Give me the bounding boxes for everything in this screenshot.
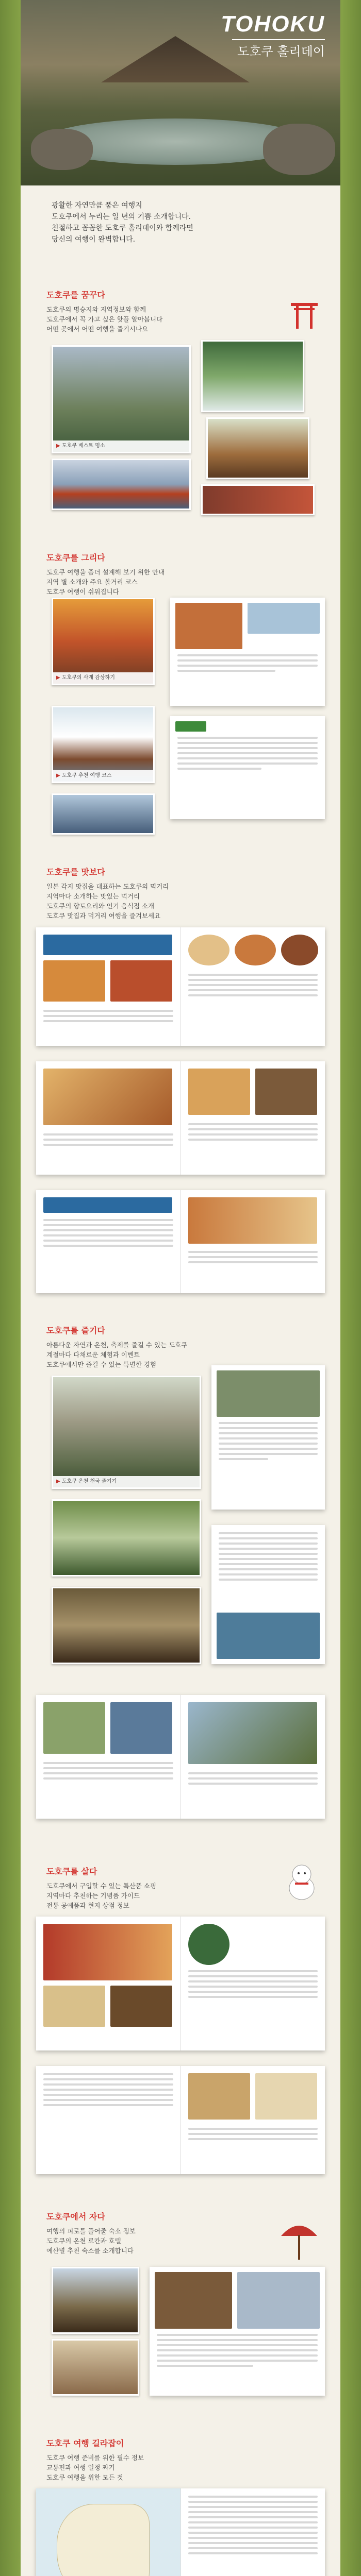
spread-stay <box>150 2267 325 2396</box>
spread-thumb <box>235 935 276 965</box>
photo-forest <box>52 1499 201 1577</box>
photo-lanterns <box>201 484 315 515</box>
spread-page-left <box>36 927 180 1046</box>
spread-thumb <box>110 960 172 1002</box>
section-line: 도호쿠에서 꼭 가고 싶은 핫플 알아봅니다 <box>46 315 163 323</box>
spread-page-right <box>180 2066 325 2174</box>
section-enjoy <box>46 1324 315 1369</box>
spread-thumb <box>188 1702 317 1764</box>
spread-course <box>170 716 325 819</box>
hero-title <box>221 11 325 59</box>
section-line: 도호쿠에서 구입할 수 있는 특산품 쇼핑 <box>46 1882 157 1890</box>
spread-thumb <box>188 2073 250 2120</box>
section-line: 도호쿠 여행 준비를 위한 필수 정보 <box>46 2454 144 2462</box>
section-line: 지역 별 소개와 주요 볼거리 코스 <box>46 578 138 586</box>
spread-text-lines <box>43 2073 173 2109</box>
spread-text-lines <box>188 1251 318 1266</box>
intro-line: 광활한 자연만큼 품은 여행지 <box>52 201 142 210</box>
photo-caption: ▶ 도호쿠 베스트 명소 <box>53 440 189 452</box>
spread-text-lines <box>188 1123 318 1144</box>
photo-caption: ▶ 도호쿠 온천 천국 즐기기 <box>53 1476 200 1487</box>
spread-text-lines <box>188 974 318 999</box>
spread-text-lines <box>43 1762 173 1783</box>
spread-thumb <box>217 1613 320 1659</box>
spread-thumb <box>255 2073 317 2120</box>
section-line: 여행의 피로를 풀어줄 숙소 정보 <box>46 2227 136 2235</box>
hero-rock <box>31 129 93 170</box>
spread-page-left <box>36 2488 180 2576</box>
spread-banner <box>43 1197 172 1213</box>
section-line: 일본 각지 맛집을 대표하는 도호쿠의 먹거리 <box>46 883 169 890</box>
section-line: 전통 공예품과 현지 상점 정보 <box>46 1902 129 1909</box>
spread-thumb <box>155 2272 232 2329</box>
spread-page-right <box>180 927 325 1046</box>
spread-thumb <box>110 1702 172 1754</box>
hero-title-ko: 도호쿠 홀리데이 <box>237 44 325 59</box>
section-title: 도호쿠를 맛보다 <box>46 867 105 877</box>
spread-thumb <box>188 1069 250 1115</box>
spread-page-left <box>36 1190 180 1293</box>
intro-line: 도호쿠에서 누리는 일 년의 기쁨 소개합니다. <box>52 213 191 221</box>
maneki-neko-icon <box>284 1860 320 1901</box>
section-taste <box>46 866 315 921</box>
spread-thumb <box>217 1370 320 1417</box>
photo-lake <box>52 793 155 835</box>
section-shop <box>46 1865 315 1910</box>
intro-text <box>21 191 340 255</box>
spread-thumb <box>43 1986 105 2027</box>
spread-onsen <box>211 1365 325 1510</box>
spread-text-lines <box>43 1010 173 1025</box>
photo-temple <box>52 345 191 453</box>
caption-text: 도호쿠 추천 여행 코스 <box>61 773 112 778</box>
spread-food-1 <box>36 927 325 1046</box>
spread-thumb <box>110 1986 172 2027</box>
hero-title-divider <box>232 39 325 40</box>
spread-text-lines <box>43 1219 173 1250</box>
photo-caption: ▶ 도호쿠 추천 여행 코스 <box>53 770 153 782</box>
section-dream <box>46 289 315 334</box>
spread-thumb <box>188 935 229 965</box>
section-line: 도호쿠 여행을 위한 모든 것 <box>46 2473 123 2481</box>
spread-thumb <box>248 603 320 634</box>
spread-thumb <box>175 721 206 732</box>
spread-page-right <box>180 1695 325 1819</box>
section-stay <box>46 2210 315 2256</box>
spread-thumb <box>188 1924 229 1965</box>
spread-thumb <box>43 960 105 1002</box>
section-line: 지역마다 소개하는 맛있는 먹거리 <box>46 892 140 900</box>
section-draw <box>46 551 315 597</box>
spread-page-right <box>180 1061 325 1175</box>
spread-text-lines <box>177 737 318 773</box>
spread-page-left <box>36 2066 180 2174</box>
map-land <box>57 2504 150 2576</box>
section-line: 교통편과 여행 일정 짜기 <box>46 2464 115 2471</box>
photo-autumn <box>52 598 155 685</box>
spread-thumb <box>43 1924 172 1980</box>
spread-shopping <box>36 1917 325 2050</box>
section-title: 도호쿠를 즐기다 <box>46 1326 105 1335</box>
photo-caption: ▶ 도호쿠의 사계 감상하기 <box>53 672 153 684</box>
spread-page-left <box>36 1695 180 1819</box>
spread-text-lines <box>219 1422 318 1463</box>
spread-enjoy-2 <box>36 1695 325 1819</box>
photo-bridge <box>52 459 191 510</box>
spread-activities <box>211 1525 325 1664</box>
section-title: 도호쿠 여행 길라잡이 <box>46 2438 124 2448</box>
section-line: 아름다운 자연과 온천, 축제를 즐길 수 있는 도호쿠 <box>46 1341 188 1349</box>
caption-text: 도호쿠 온천 천국 즐기기 <box>61 1479 117 1484</box>
spread-thumb <box>175 603 242 649</box>
hero-title-en: TOHOKU <box>221 11 325 37</box>
spread-thumb <box>43 1069 172 1125</box>
section-title: 도호쿠에서 자다 <box>46 2212 105 2222</box>
photo-waterfall <box>201 340 304 412</box>
spread-food-2 <box>36 1061 325 1175</box>
spread-page-right <box>180 2488 325 2576</box>
section-line: 도호쿠의 온천 료칸과 호텔 <box>46 2237 121 2245</box>
spread-text-lines <box>188 1772 318 1788</box>
spread-page-left <box>36 1061 180 1175</box>
spread-thumb <box>255 1069 317 1115</box>
spread-banner <box>43 935 172 955</box>
spread-page-left <box>36 1917 180 2050</box>
section-line: 어떤 곳에서 어떤 여행을 즐기시나요 <box>46 325 149 333</box>
spread-thumb <box>188 1197 317 1244</box>
spread-page-right <box>180 1190 325 1293</box>
section-title: 도호쿠를 그리다 <box>46 553 105 563</box>
intro-line: 친절하고 꼼꼼한 도호쿠 홀리데이와 함께라면 <box>52 224 193 232</box>
spread-text-lines <box>188 2496 318 2557</box>
spread-text-lines <box>43 1133 173 1149</box>
section-line: 도호쿠의 향토요리와 인기 음식점 소개 <box>46 902 155 910</box>
spread-text-lines <box>188 2128 318 2143</box>
hero-rock <box>263 124 335 175</box>
section-guide <box>46 2437 315 2482</box>
photo-festival <box>52 1587 201 1664</box>
spread-text-lines <box>177 654 318 675</box>
spread-thumb <box>281 935 318 965</box>
section-line: 예산별 추천 숙소를 소개합니다 <box>46 2247 134 2255</box>
section-line: 도호쿠 맛집과 먹거리 여행을 즐겨보세요 <box>46 912 161 920</box>
caption-text: 도호쿠 베스트 명소 <box>61 443 105 449</box>
spread-page-right <box>180 1917 325 2050</box>
section-line: 계절마다 다채로운 체험과 이벤트 <box>46 1351 140 1359</box>
umbrella-icon <box>278 2215 320 2262</box>
section-title: 도호쿠를 살다 <box>46 1867 97 1876</box>
spread-food-3 <box>36 1190 325 1293</box>
spread-thumb <box>237 2272 320 2329</box>
section-line: 지역마다 추천하는 기념품 가이드 <box>46 1892 140 1900</box>
spread-shopping-2 <box>36 2066 325 2174</box>
photo-ryokan <box>52 2267 139 2334</box>
intro-line: 당신의 여행이 완벽합니다. <box>52 235 136 244</box>
torii-icon <box>289 299 320 330</box>
spread-text-lines <box>188 1970 318 2001</box>
photo-room <box>52 2339 139 2396</box>
section-line: 도호쿠의 명승지와 지역정보와 함께 <box>46 306 146 313</box>
spread-text-lines <box>157 2334 318 2370</box>
section-title: 도호쿠를 꿈꾸다 <box>46 290 105 300</box>
spread-guide-map <box>36 2488 325 2576</box>
photo-shrine <box>206 417 309 479</box>
photo-snow-hut <box>52 706 155 783</box>
spread-thumb <box>43 1702 105 1754</box>
section-line: 도호쿠에서만 즐길 수 있는 특별한 경험 <box>46 1361 157 1368</box>
photo-onsen <box>52 1376 201 1489</box>
spread-seasons <box>170 598 325 706</box>
content-column <box>21 0 340 2576</box>
section-line: 도호쿠 여행이 쉬워집니다 <box>46 588 119 596</box>
spread-text-lines <box>219 1532 318 1584</box>
section-line: 도호쿠 여행을 좀더 설계해 보기 위한 안내 <box>46 568 165 576</box>
caption-text: 도호쿠의 사계 감상하기 <box>61 675 115 681</box>
hero-image <box>21 0 340 185</box>
